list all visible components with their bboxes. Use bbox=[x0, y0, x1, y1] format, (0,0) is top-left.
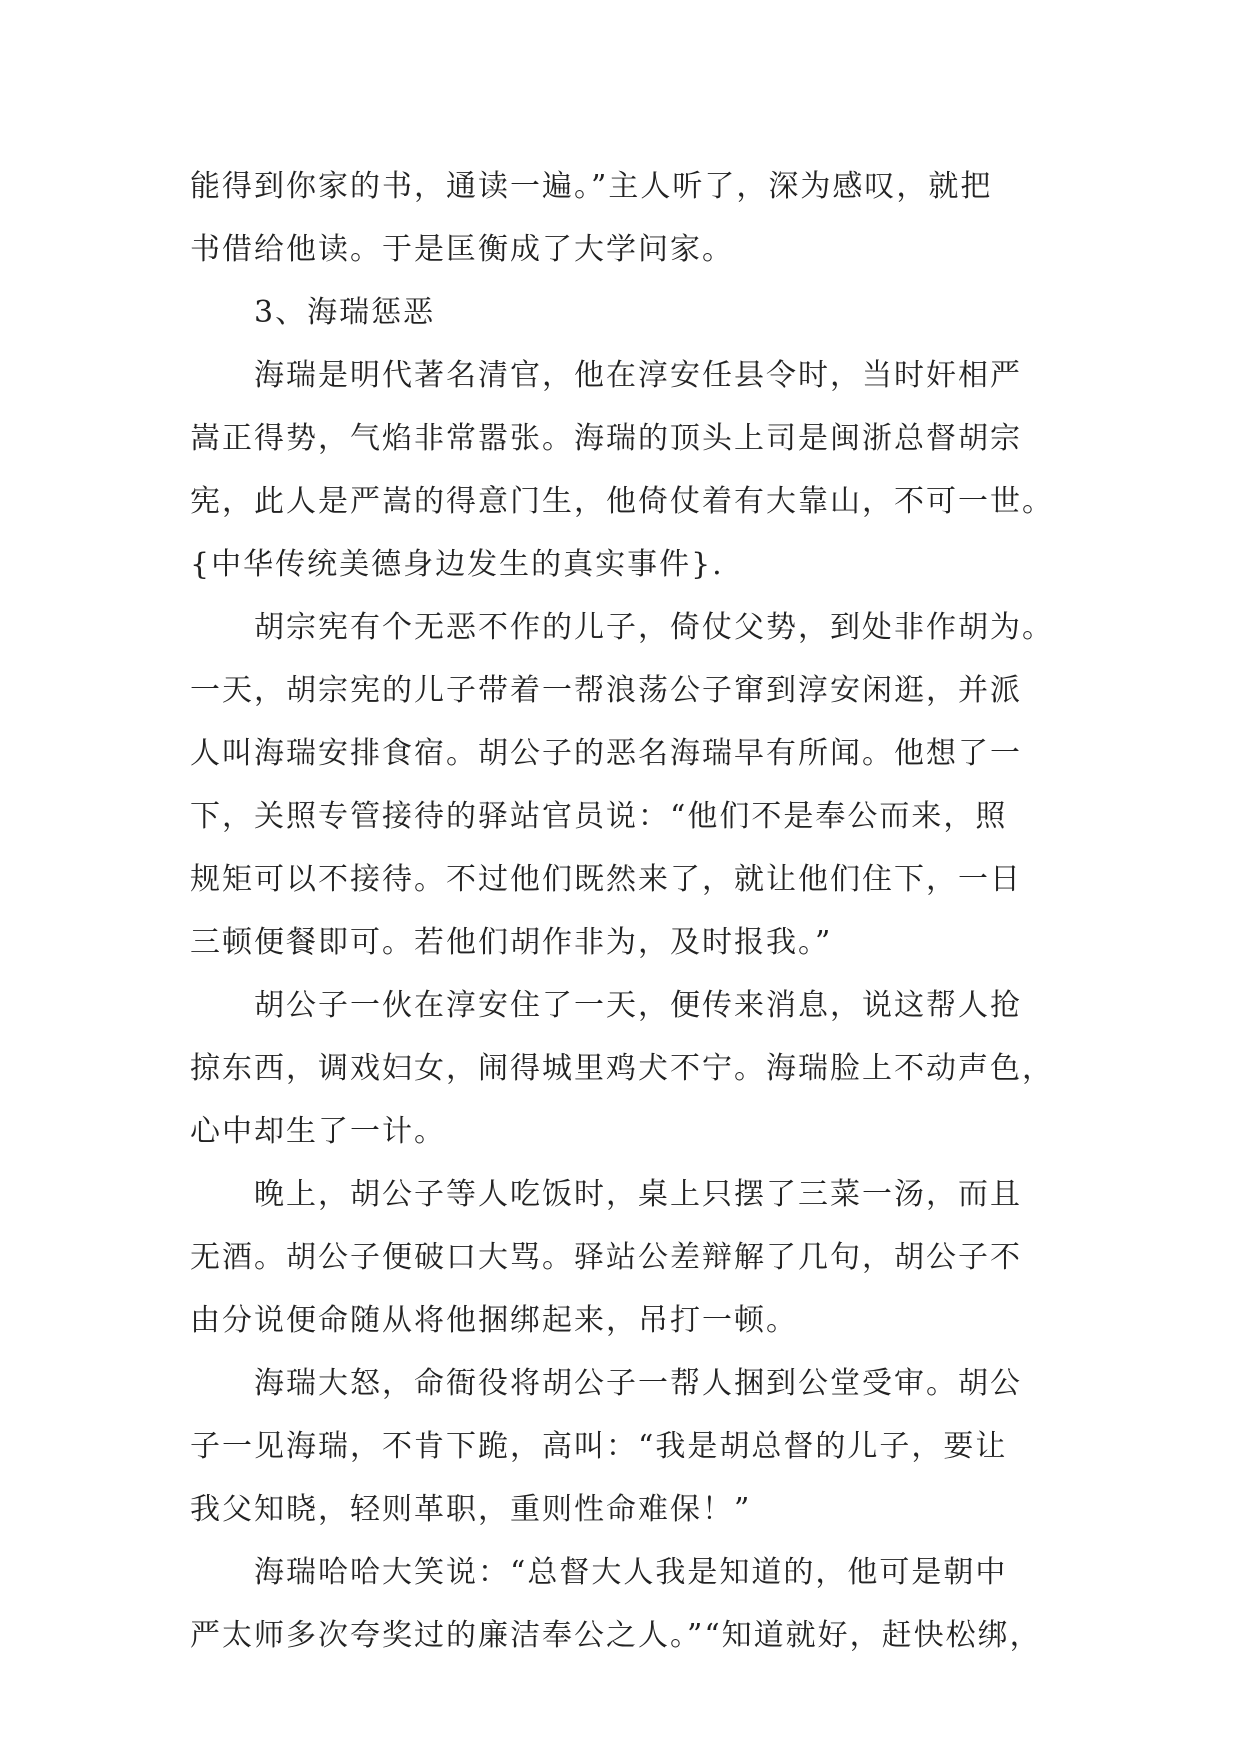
text-line: 三顿便餐即可。若他们胡作非为，及时报我。” bbox=[190, 925, 833, 960]
text-line: 下，关照专管接待的驿站官员说：“他们不是奉公而来，照 bbox=[190, 799, 1008, 834]
paragraph-first-line: 海瑞哈哈大笑说：“总督大人我是知道的，他可是朝中 bbox=[254, 1555, 1008, 1590]
text-line: 一天，胡宗宪的儿子带着一帮浪荡公子窜到淳安闲逛，并派 bbox=[190, 673, 1022, 708]
document-text-body bbox=[190, 155, 1054, 1667]
paragraph-first-line: 晚上，胡公子等人吃饭时，桌上只摆了三菜一汤，而且 bbox=[254, 1177, 1022, 1212]
text-line: 我父知晓，轻则革职，重则性命难保！” bbox=[190, 1492, 752, 1527]
text-line: {中华传统美德身边发生的真实事件}. bbox=[190, 547, 724, 582]
paragraph-first-line: 海瑞大怒，命衙役将胡公子一帮人捆到公堂受审。胡公 bbox=[254, 1366, 1022, 1401]
text-line: 嵩正得势，气焰非常嚣张。海瑞的顶头上司是闽浙总督胡宗 bbox=[190, 421, 1022, 456]
text-line: 心中却生了一计。 bbox=[190, 1114, 446, 1149]
text-line: 由分说便命随从将他捆绑起来，吊打一顿。 bbox=[190, 1303, 798, 1338]
text-line: 掠东西，调戏妇女，闹得城里鸡犬不宁。海瑞脸上不动声色， bbox=[190, 1051, 1054, 1086]
text-line: 子一见海瑞，不肯下跪，高叫：“我是胡总督的儿子，要让 bbox=[190, 1429, 1008, 1464]
text-line: 能得到你家的书，通读一遍。”主人听了，深为感叹，就把 bbox=[190, 169, 993, 204]
paragraph-first-line: 海瑞是明代著名清官，他在淳安任县令时，当时奸相严 bbox=[254, 358, 1022, 393]
text-line: 人叫海瑞安排食宿。胡公子的恶名海瑞早有所闻。他想了一 bbox=[190, 736, 1022, 771]
text-line: 宪，此人是严嵩的得意门生，他倚仗着有大靠山，不可一世。 bbox=[190, 484, 1054, 519]
text-line: 书借给他读。于是匡衡成了大学问家。 bbox=[190, 232, 734, 267]
text-line: 规矩可以不接待。不过他们既然来了，就让他们住下，一日 bbox=[190, 862, 1022, 897]
paragraph-first-line: 3、海瑞惩恶 bbox=[254, 295, 436, 330]
text-line: 严太师多次夸奖过的廉洁奉公之人。”“知道就好，赶快松绑， bbox=[190, 1618, 1042, 1653]
paragraph-first-line: 胡公子一伙在淳安住了一天，便传来消息，说这帮人抢 bbox=[254, 988, 1022, 1023]
text-line: 无酒。胡公子便破口大骂。驿站公差辩解了几句，胡公子不 bbox=[190, 1240, 1022, 1275]
paragraph-first-line: 胡宗宪有个无恶不作的儿子，倚仗父势，到处非作胡为。 bbox=[254, 610, 1054, 645]
